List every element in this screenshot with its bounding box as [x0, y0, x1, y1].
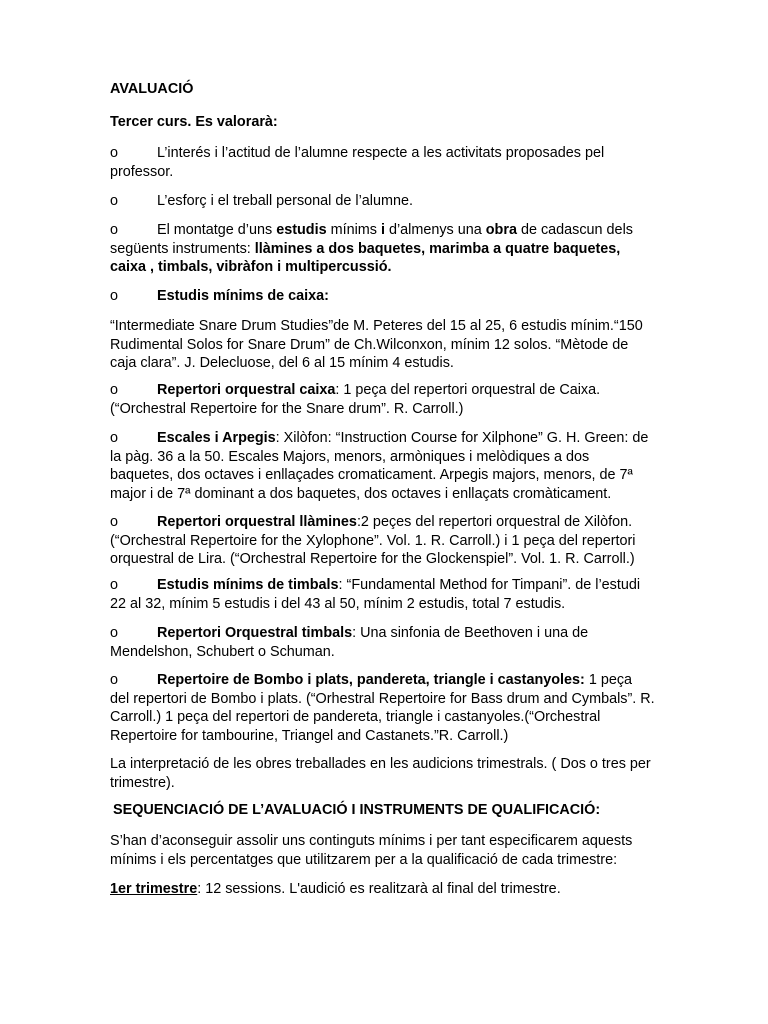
bullet-marker: o [110, 672, 119, 688]
bullet-marker: o [110, 222, 119, 238]
item-text: 1 peça del repertori de Bombo i plats. (“Orhestral Repertoire for Bass drum and Cymbals”. R. Carroll.) 1 peça del repertori de pandereta, triangle i castanyoles.(“Orchestral Repertoire for tambourine, Triangel and Castanets.”R. Carroll.) [110, 672, 655, 744]
list-item-estudis-timbals [110, 576, 655, 613]
list-item-repertori-llamines [110, 513, 655, 569]
item-text: d’almenys una [384, 222, 486, 238]
interpretacio-paragraph: La interpretació de les obres treballades en les audicions trimestrals. ( Dos o tres per trimestre). [110, 756, 651, 791]
bullet-marker: o [110, 577, 119, 593]
section-subtitle: Tercer curs. Es valorarà: [110, 114, 278, 130]
sequenciacio-paragraph: S’han d’aconseguir assolir uns continguts mínims i per tant especificarem aquests mínims i els percentatges que utilitzarem per a la qualificació de cada trimestre: [110, 833, 633, 868]
item-heading: Estudis mínims de caixa: [157, 288, 329, 304]
list-item-repertori-timbals [110, 624, 655, 661]
list-item-interes [110, 144, 655, 181]
list-item-bombo [110, 671, 655, 745]
item-bold: obra [485, 222, 517, 238]
item-text: : “Fundamental Method for Timpani”. de l’estudi 22 al 32, mínim 5 estudis i del 43 al 50, mínim 2 estudis, total 7 estudis. [110, 577, 641, 612]
item-text: de cadascun dels següents instruments: [110, 222, 633, 257]
item-heading: Repertori orquestral caixa [157, 382, 336, 398]
item-heading: Escales i Arpegis [157, 430, 276, 446]
item-bold: llàmines a dos baquetes, marimba a quatre baquetes, caixa , timbals, vibràfon i multipercussió. [110, 240, 621, 275]
bullet-marker: o [110, 382, 119, 398]
list-item-repertori-caixa [110, 381, 655, 418]
item-bold: estudis [276, 222, 327, 238]
list-item-estudis-caixa [110, 287, 655, 306]
bullet-marker: o [110, 193, 119, 209]
bullet-marker: o [110, 625, 119, 641]
sequenciacio-heading: SEQUENCIACIÓ DE L’AVALUACIÓ I INSTRUMENTS DE QUALIFICACIÓ: [113, 802, 601, 818]
item-heading: Repertoire de Bombo i plats, pandereta, triangle i castanyoles: [157, 672, 585, 688]
item-heading: Repertori Orquestral timbals [157, 625, 353, 641]
trimestre-1-paragraph [110, 880, 655, 899]
bullet-marker: o [110, 430, 119, 446]
bullet-marker: o [110, 288, 119, 304]
trimestre-label: 1er trimestre [110, 881, 198, 897]
item-text: : 1 peça del repertori orquestral de Caixa. (“Orchestral Repertoire for the Snare drum”. R. Carroll.) [110, 382, 601, 417]
item-text: L’interés i l’actitud de l’alumne respecte a les activitats proposades pel professor. [110, 145, 605, 180]
item-text: L’esforç i el treball personal de l’alumne. [157, 193, 413, 209]
list-item-montatge [110, 221, 655, 277]
item-text: :2 peçes del repertori orquestral de Xilòfon. (“Orchestral Repertoire for the Xylophone”. Vol. 1. R. Carroll.) i 1 peça del repertori orquestral de Lira. (“Orchestral Repertoire for the Glockenspiel”. Vol. 1. R. Carroll.) [110, 514, 636, 567]
list-item-esforc [110, 192, 655, 211]
item-text: El montatge d’uns [157, 222, 277, 238]
trimestre-text: : 12 sessions. L'audició es realitzarà al final del trimestre. [197, 881, 561, 897]
page-title: AVALUACIÓ [110, 81, 194, 97]
item-text: mínims [326, 222, 381, 238]
item-heading: Estudis mínims de timbals [157, 577, 339, 593]
estudis-caixa-body: “Intermediate Snare Drum Studies”de M. Peteres del 15 al 25, 6 estudis mínim.“150 Rudimental Solos for Snare Drum” de Ch.Wilconxon, mínim 12 solos. “Mètode de caja clara”. J. Delecluose, del 6 al 15 mínim 4 estudis. [110, 318, 643, 371]
list-item-escales [110, 429, 655, 503]
bullet-marker: o [110, 145, 119, 161]
item-heading: Repertori orquestral llàmines [157, 514, 357, 530]
bullet-marker: o [110, 514, 119, 530]
item-text: : Una sinfonia de Beethoven i una de Mendelshon, Schubert o Schuman. [110, 625, 589, 660]
item-text: : Xilòfon: “Instruction Course for Xilphone” G. H. Green: de la pàg. 36 a la 50. Escales Majors, menors, armòniques i melòdiques a dos baquetes, dos octaves i enllaçades cromaticament. Arpegis majors, menors, de 7ª major i de 7ª dominant a dos baquetes, dos octaves i enllaçats cromàticament. [110, 430, 649, 502]
item-bold: i [380, 222, 385, 238]
